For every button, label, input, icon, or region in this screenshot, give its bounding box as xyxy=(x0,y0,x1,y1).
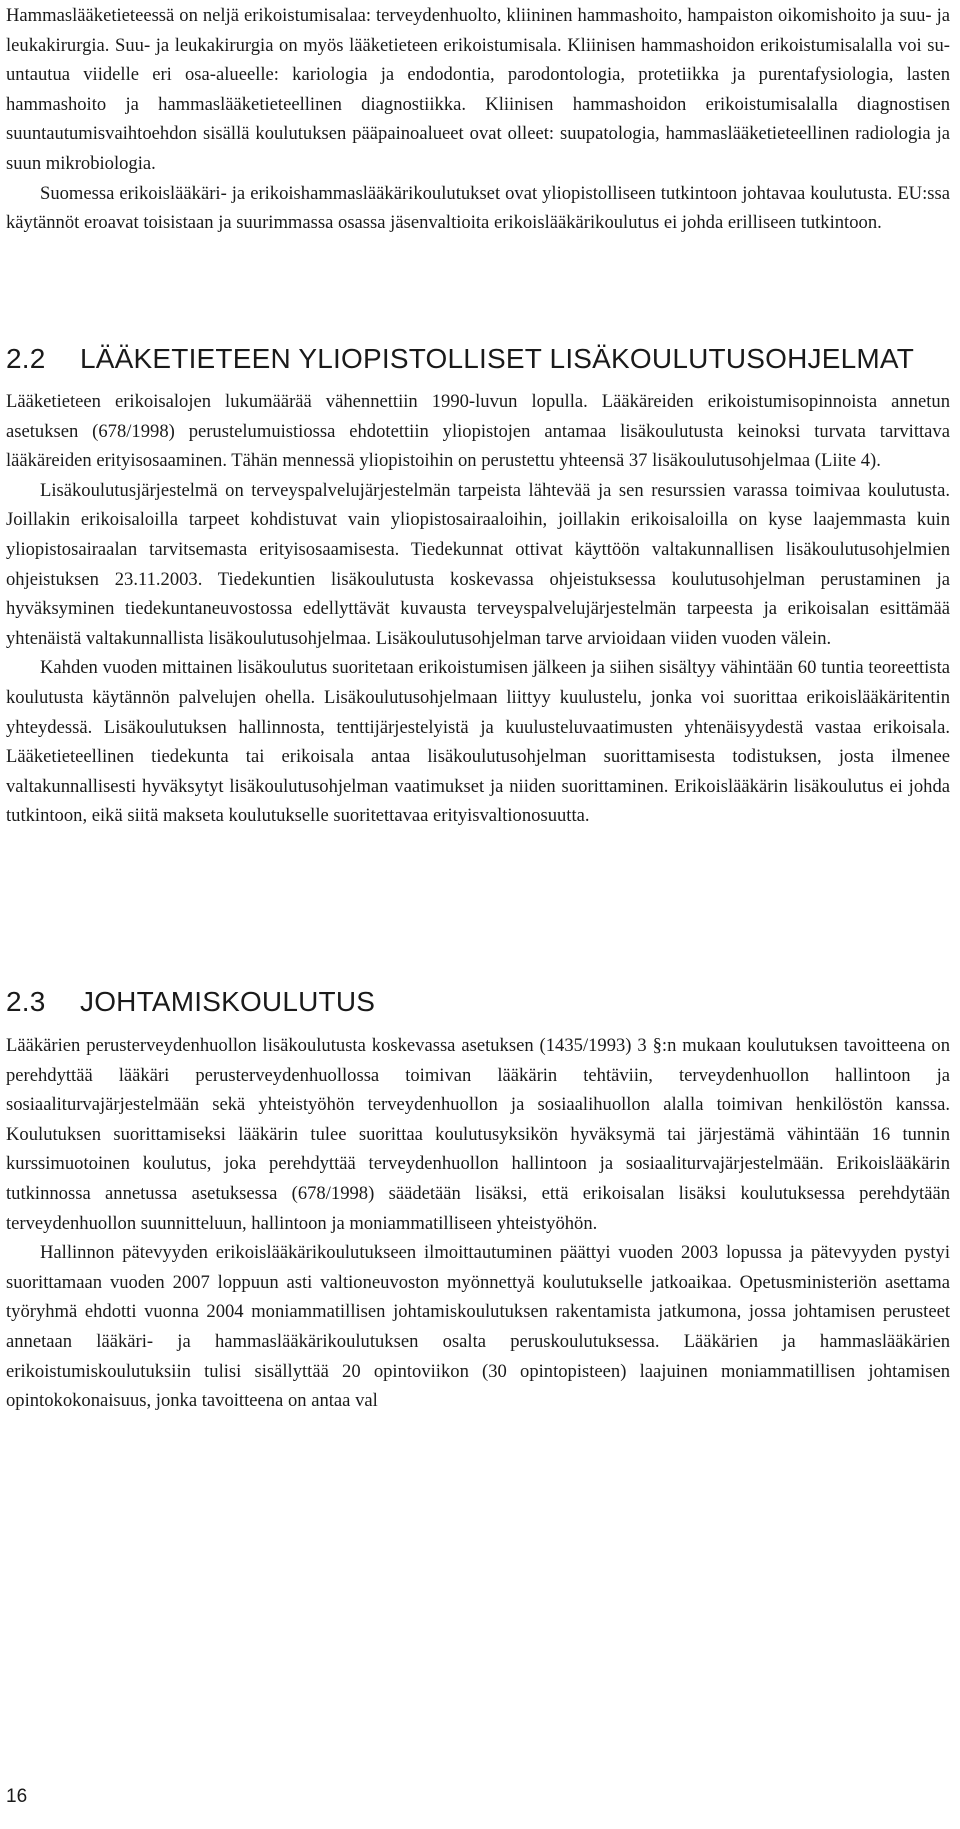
page-number: 16 xyxy=(6,1786,28,1807)
section-number: 2.3 xyxy=(6,986,46,1017)
section-2-2-text-block xyxy=(6,387,950,831)
body-paragraph: Lisäkoulutusjärjestelmä on terveyspalvelujärjestelmän tarpeista lähtevää ja sen resurssien varassa toimivaa koulutusta. Joillakin erikoisaloilla tarpeet kohdistuvat vain yliopistosairaaloihin, joillakin erikoisaloilla on kyse laajemmasta kuin yliopistosairaalan tarvitsemasta erityisosaamisesta. Tiedekunnat ottivat käyttöön valtakunnallisen lisäkoulutusohjelmien ohjeistuksen 23.11.2003. Tiedekuntien lisäkoulutusta koskevassa ohjeistuksessa koulutusohjelman perustaminen ja hyväksyminen tiedekuntaneuvostossa edellyttävät kuvausta terveyspalvelujärjestelmän tarpeesta ja erikoisalan esittämää yhtenäistä valtakunnallista lisäkoulutusohjelmaa. Lisäkoulutusohjelman tarve arvioidaan viiden vuoden välein. xyxy=(6,479,950,649)
section-2-3-text-block xyxy=(6,1031,950,1416)
body-paragraph: Suomessa erikoislääkäri- ja erikoishammaslääkärikoulutukset ovat yliopistolliseen tutkintoon johtavaa koulutusta. EU:ssa käytännöt eroavat toisistaan ja suurimmassa osassa jäsenvaltioita erikoislääkärikoulutus ei johda erilliseen tutkintoon. xyxy=(6,182,950,234)
intro-text-block xyxy=(6,1,950,238)
section-heading-2-3 xyxy=(6,985,375,1019)
body-paragraph: Kahden vuoden mittainen lisäkoulutus suoritetaan erikoistumisen jälkeen ja siihen sisältyy vähintään 60 tuntia teoreettista koulutusta käytännön palvelujen ohella. Lisäkoulutusohjelmaan liittyy kuulustelu, jonka voi suorittaa erikoislääkäritentin yhteydessä. Lisäkoulutuksen hallinnosta, tenttijärjestelyistä ja kuulusteluvaatimusten yhtenäisyydestä vastaa erikoisala. Lääketieteellinen tiedekunta tai erikoisala antaa lisäkoulutusohjelman suorittamisesta todistuksen, josta ilmenee valtakunnallisesti hyväksytyt lisäkoulutusohjelman vaatimukset ja niiden suorittaminen. Erikoislääkärin lisäkoulutus ei johda tutkintoon, eikä siitä makseta koulutukselle suoritettavaa erityisvaltionosuutta. xyxy=(6,657,950,827)
section-title: LÄÄKETIETEEN YLIOPISTOLLISET LISÄKOULUTUSOHJELMAT xyxy=(80,343,914,374)
body-paragraph: Lääkärien perusterveydenhuollon lisäkoulutusta koskevassa asetuksen (1435/1993) 3 §:n mukaan koulutuksen tavoitteena on perehdyttää lääkäri perusterveydenhuollossa toimivan lääkärin tehtäviin, terveydenhuollon hallintoon ja sosiaaliturvajärjestelmään sekä yhteistyöhön terveydenhuollon ja sosiaalihuollon alalla toimivan henkilöstön kanssa. Koulutuksen suorittamiseksi lääkärin tulee suorittaa koulutusyksikön hyväksymä tai järjestämä vähintään 16 tunnin kurssimuotoinen koulutus, joka perehdyttää terveydenhuollon hallintoon ja sosiaaliturvajärjestelmään. Erikoislääkärin tutkinnossa annetussa asetuksessa (678/1998) säädetään lisäksi, että erikoisalan lisäksi koulutuksessa perehdytään terveydenhuollon suunnitteluun, hallintoon ja moniammatilliseen yhteistyöhön. xyxy=(6,1035,950,1234)
section-heading-2-2 xyxy=(6,342,914,376)
body-paragraph: Hammaslääketieteessä on neljä erikoistumisalaa: terveydenhuolto, kliininen hammashoito, hampaiston oikomishoito ja suu- ja leukakirurgia. Suu- ja leukakirurgia on myös lääketieteen erikoistumisala. Kliinisen hammashoidon erikoistumisalalla voi suuntautua viidelle eri osa-alueelle: kariologia ja endodontia, parodontologia, protetiikka ja purentafysiologia, lasten hammashoito ja hammaslääketieteellinen diagnostiikka. Kliinisen hammashoidon erikoistumisalalla diagnostisen suuntautumisvaihtoehdon sisällä koulutuksen pääpainoalueet ovat olleet: suupatologia, hammaslääketieteellinen radiologia ja suun mikrobiologia. xyxy=(6,5,950,174)
section-number: 2.2 xyxy=(6,343,46,374)
body-paragraph: Hallinnon pätevyyden erikoislääkärikoulutukseen ilmoittautuminen päättyi vuoden 2003 lopussa ja pätevyyden pystyi suorittamaan vuoden 2007 loppuun asti valtioneuvoston myönnettyä koulutukselle jatkoaikaa. Opetusministeriön asettama työryhmä ehdotti vuonna 2004 moniammatillisen johtamiskoulutuksen rakentamista jatkumona, jossa johtamisen perusteet annetaan lääkäri- ja hammaslääkärikoulutuksen osalta peruskoulutuksessa. Lääkärien ja hammaslääkärien erikoistumiskoulutuksiin tulisi sisällyttää 20 opintoviikon (30 opintopisteen) laajuinen moniammatillisen johtamisen opintokokonaisuus, jonka tavoitteena on antaa val xyxy=(6,1242,950,1412)
section-title: JOHTAMISKOULUTUS xyxy=(80,986,376,1017)
body-paragraph: Lääketieteen erikoisalojen lukumäärää vähennettiin 1990-luvun lopulla. Lääkäreiden erikoistumisopinnoista annetun asetuksen (678/1998) perustelumuistiossa ehdotettiin yliopistojen antamaa lisäkoulutusta keinoksi turvata tarvittava lääkäreiden erityisosaaminen. Tähän mennessä yliopistoihin on perustettu yhteensä 37 lisäkoulutusohjelmaa (Liite 4). xyxy=(6,391,950,472)
